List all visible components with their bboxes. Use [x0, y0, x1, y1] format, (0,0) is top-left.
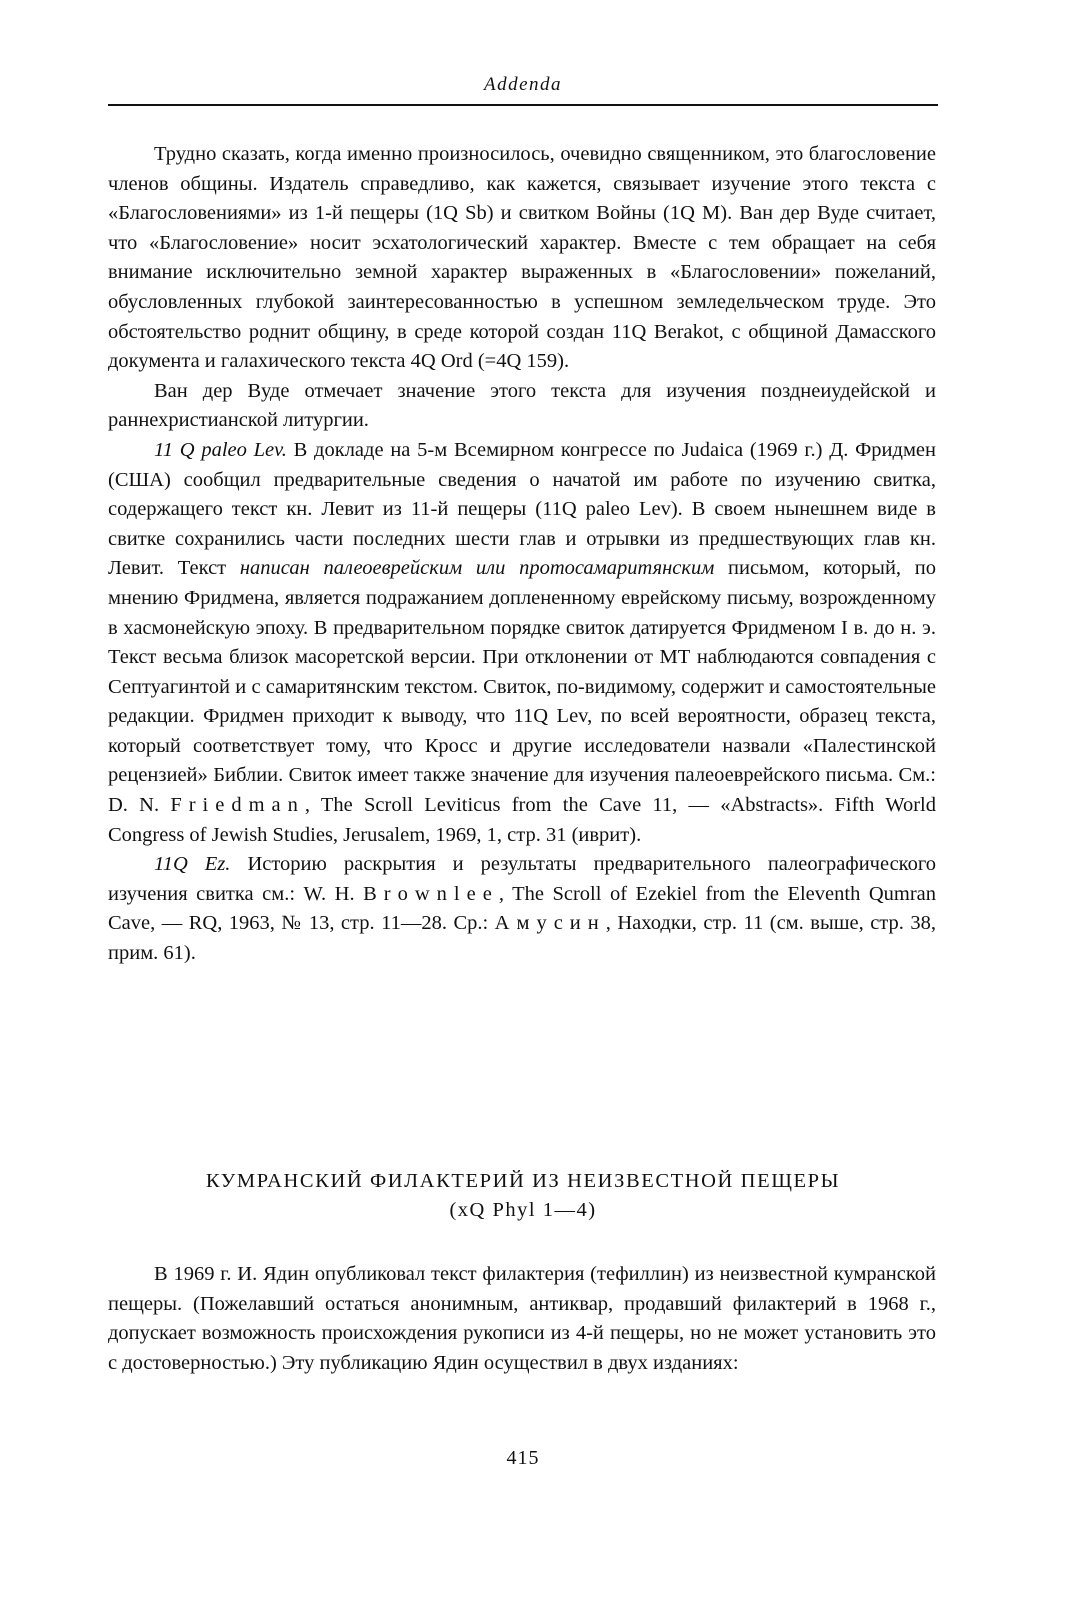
- paragraph: [108, 436, 936, 850]
- text-run: Историю раскрытия и результаты предварительного палеографического изучения свитка см.: W. H.: [108, 853, 936, 905]
- author-name: Brownlee: [363, 882, 499, 905]
- text-run: , Находки, стр. 11 (см. выше, стр. 38, прим. 61).: [108, 912, 936, 965]
- paragraph: [108, 850, 936, 968]
- text-run: , The Scroll Leviticus from the Cave 11, — «Abstracts». Fifth World Congress of Jewish Studies, Jerusalem, 1969, 1, стр. 31 (иврит).: [108, 794, 936, 846]
- emphasis-text: написан палеоеврейским или протосамаритянским: [239, 557, 715, 580]
- entry-title: 11Q Ez.: [154, 853, 231, 876]
- running-head: Addenda: [483, 74, 563, 95]
- text-run: письмом, который, по мнению Фридмена, является подражанием доплененному еврейскому письму, возрожденному в хасмонейскую эпоху. В предварительном порядке свиток датируется Фридменом I в. до н. э. Текст весьма близок масоретской версии. При отклонении от МТ наблюдаются совпадения с Септуагинтой и с самаритянским текстом. Свиток, по-видимому, содержит и самостоятельные редакции. Фридмен приходит к выводу, что 11Q Lev, по всей вероятности, образец текста, который соответствует тому, что Кросс и другие исследователи назвали «Палестинской рецензией» Библии. Свиток имеет также значение для изучения палеоеврейского письма. См.: D. N.: [108, 557, 936, 817]
- header-rule: [108, 104, 938, 106]
- entry-title: 11 Q paleo Lev.: [154, 438, 287, 461]
- page-number: 415: [506, 1447, 540, 1469]
- text-run: , The Scroll of Ezekiel from the Eleventh Qumran Cave, — RQ, 1963, № 13, стр. 11—28. Ср.:: [108, 882, 937, 935]
- paragraph: Ван дер Вуде отмечает значение этого текста для изучения позднеиудейской и раннехристианской литургии.: [108, 379, 936, 432]
- paragraph: Трудно сказать, когда именно произносилось, очевидно священником, это благословение членов общины. Издатель справедливо, как кажется, связывает изучение этого текста с «Благословениями» из 1-й пещеры (1Q Sb) и свитком Войны (1Q M). Ван дер Вуде считает, что «Благословение» носит эсхатологический характер. Вместе с тем обращает на себя внимание исключительно земной характер выраженных в «Благословении» пожеланий, обусловленных глубокой заинтересованностью в успешном земледельческом труде. Это обстоятельство роднит общину, в среде которой создан 11Q Berakot, с общиной Дамасского документа и галахического текста 4Q Ord (=4Q 159).: [108, 143, 936, 373]
- text-run: В докладе на 5-м Всемирном конгрессе по Judaica (1969 г.) Д. Фридмен (США) сообщил предварительные сведения о начатой им работе по изучению свитка, содержащего текст кн. Левит из 11-й пещеры (11Q paleo Lev). В своем нынешнем виде в свитке сохранились части последних шести глав и отрывки из предшествующих глав кн. Левит. Текст: [108, 438, 936, 580]
- author-name: Амусин: [494, 912, 606, 935]
- section-title: КУМРАНСКИЙ ФИЛАКТЕРИЙ ИЗ НЕИЗВЕСТНОЙ ПЕЩЕРЫ: [205, 1170, 841, 1192]
- section-addenda-text: [108, 140, 936, 969]
- section-phylactery-text: [108, 1260, 936, 1378]
- author-name: Friedman: [170, 794, 305, 817]
- section-subtitle: (xQ Phyl 1—4): [449, 1199, 597, 1221]
- paragraph: В 1969 г. И. Ядин опубликовал текст филактерия (тефиллин) из неизвестной кумранской пещеры. (Пожелавший остаться анонимным, антиквар, продавший филактерий в 1968 г., допускает возможность происхождения рукописи из 4-й пещеры, но не может установить это с достоверностью.) Эту публикацию Ядин осуществил в двух изданиях:: [108, 1263, 936, 1374]
